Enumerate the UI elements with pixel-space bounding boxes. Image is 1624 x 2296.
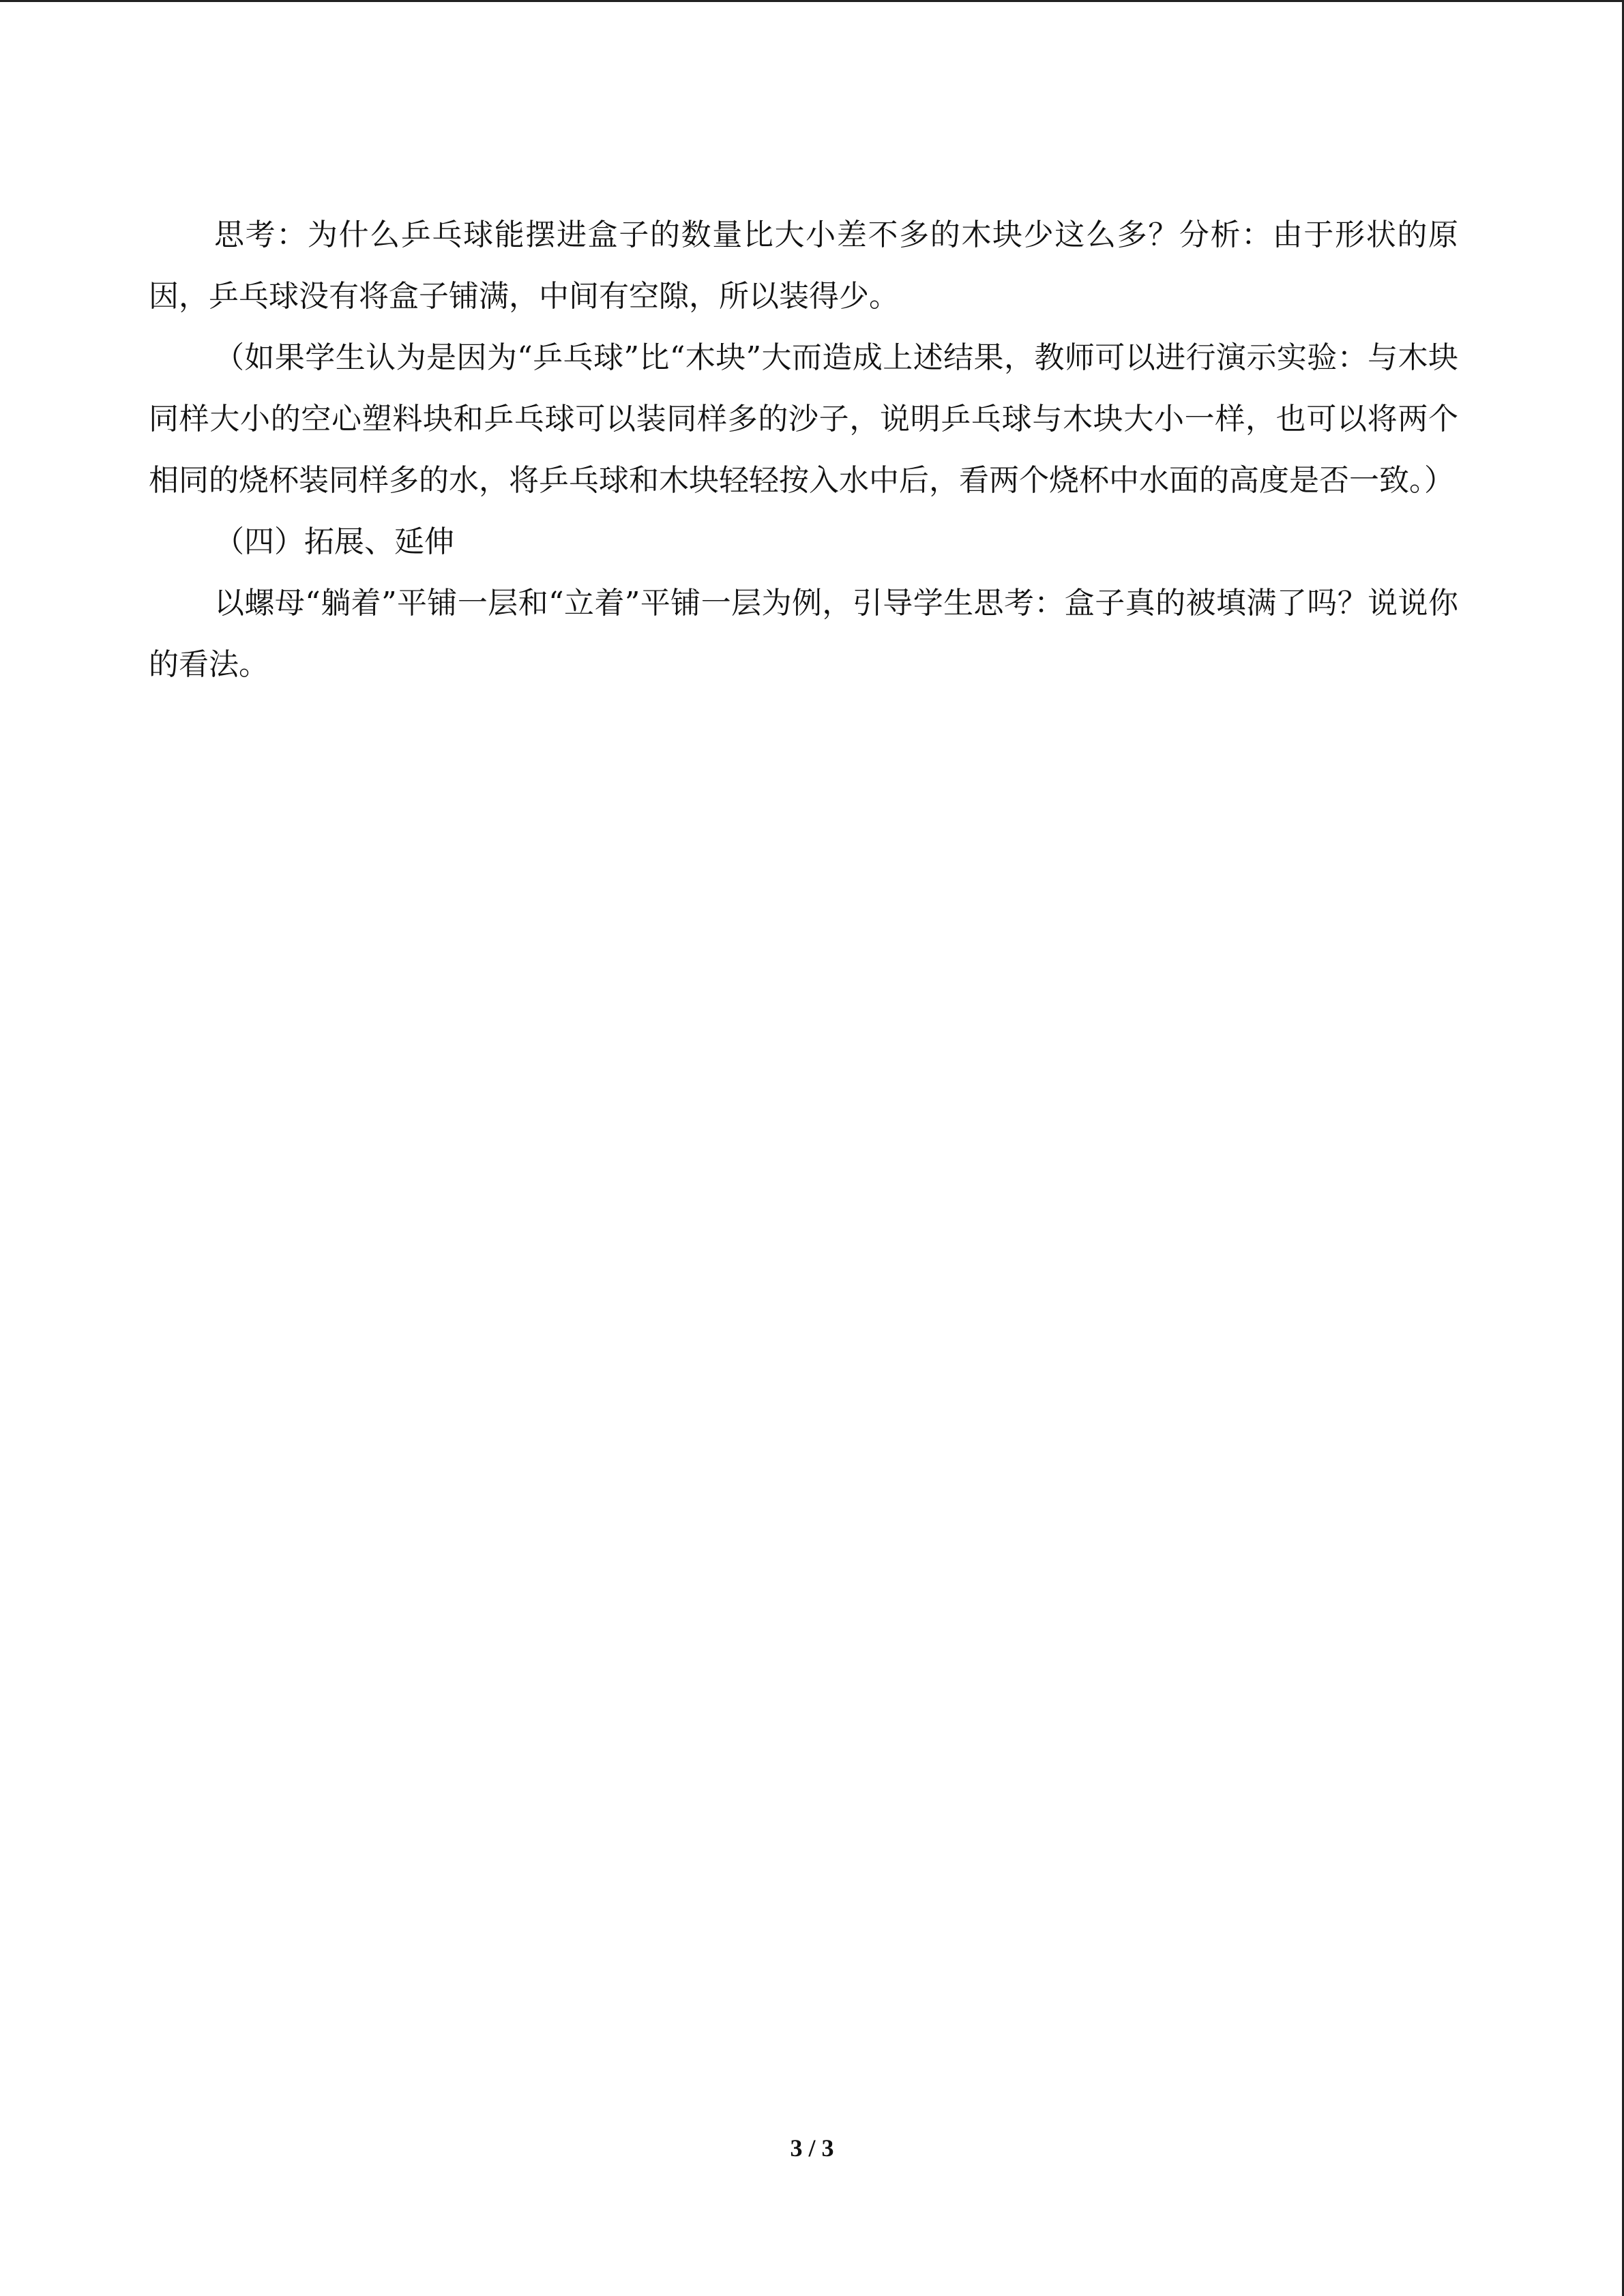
paragraph-nut-example: 以螺母“躺着”平铺一层和“立着”平铺一层为例，引导学生思考：盒子真的被填满了吗？说说你的看法。: [149, 586, 1458, 682]
page-number: 3 / 3: [790, 2134, 834, 2162]
paragraph-thinking-analysis: 思考：为什么乒乓球能摆进盒子的数量比大小差不多的木块少这么多？分析：由于形状的原因，乒乓球没有将盒子铺满，中间有空隙，所以装得少。: [149, 218, 1458, 314]
section-heading-extension: （四）拓展、延伸: [214, 524, 454, 559]
paragraph-teacher-demo: （如果学生认为是因为“乒乓球”比“木块”大而造成上述结果，教师可以进行演示实验：与木块同样大小的空心塑料块和乒乓球可以装同样多的沙子，说明乒乓球与木块大小一样，也可以将两个相同的烧杯装同样多的水，将乒乓球和木块轻轻按入水中后，看两个烧杯中水面的高度是否一致。）: [149, 340, 1458, 498]
page-border-top: [0, 0, 1624, 2]
document-body: [149, 205, 1458, 696]
